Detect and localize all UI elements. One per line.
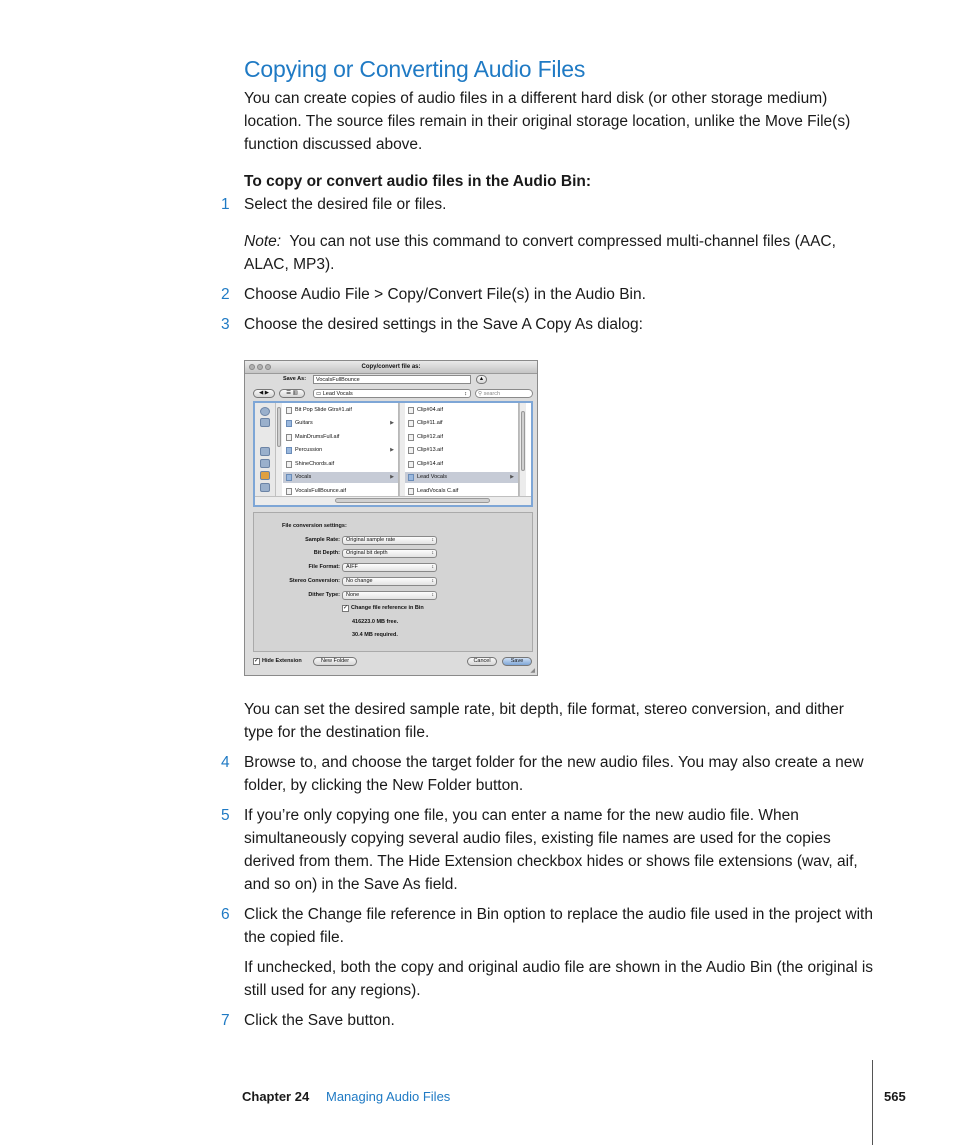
stereo-conversion-label: Stereo Conversion: <box>289 578 340 584</box>
after-dialog-paragraph: You can set the desired sample rate, bit depth, file format, stereo conversion, and dither type for the destination file. <box>244 701 844 741</box>
step-number: 7 <box>221 1012 230 1029</box>
note-paragraph <box>244 230 874 276</box>
popup-arrows-icon: ↕ <box>464 391 467 397</box>
step-text: Choose the desired settings in the Save A Copy As dialog: <box>244 316 643 333</box>
intro-paragraph: You can create copies of audio files in a different hard disk (or other storage medium) location. The source files remain in their original storage location, unlike the Move File(s) function discussed above. <box>244 90 851 153</box>
sample-rate-label: Sample Rate: <box>305 537 340 543</box>
search-placeholder: search <box>483 391 501 397</box>
page-title: Copying or Converting Audio Files <box>244 56 586 82</box>
list-item[interactable]: Clip#04.aif <box>405 405 518 416</box>
column-2-scrollbar[interactable] <box>519 403 526 499</box>
folder-icon: ▭ <box>316 391 322 397</box>
list-item[interactable]: Vocals ▶ <box>283 472 398 483</box>
list-item[interactable]: Clip#14.aif <box>405 459 518 470</box>
file-format-select[interactable]: AIFF ↕ <box>342 563 437 572</box>
step-text: Choose Audio File > Copy/Convert File(s) in the Audio Bin. <box>244 286 646 303</box>
disk-icon[interactable] <box>260 418 270 427</box>
horizontal-scrollbar[interactable] <box>255 496 531 505</box>
sample-rate-select[interactable]: Original sample rate ↕ <box>342 536 437 545</box>
location-label: Lead Vocals <box>322 391 353 397</box>
conversion-settings-panel <box>253 512 533 652</box>
back-forward-button[interactable]: ◀ ▶ <box>253 389 275 398</box>
stereo-conversion-select[interactable]: No change ↕ <box>342 577 437 586</box>
task-heading: To copy or convert audio files in the Audio Bin: <box>244 173 592 190</box>
step-text: Click the Save button. <box>244 1012 395 1029</box>
note-label: Note: <box>244 233 282 250</box>
file-browser <box>253 401 533 507</box>
change-reference-checkbox[interactable]: ✓ <box>343 605 349 611</box>
applications-icon[interactable] <box>260 471 270 480</box>
network-icon[interactable] <box>260 407 270 416</box>
step-5 <box>221 804 874 896</box>
step-2 <box>221 283 874 306</box>
settings-title: File conversion settings: <box>282 523 347 529</box>
list-item[interactable]: Clip#13.aif <box>405 445 518 456</box>
step-text: Click the Change file reference in Bin option to replace the audio file used in the project with the copied file. <box>244 906 873 946</box>
minimize-light-icon[interactable] <box>257 364 263 370</box>
list-item[interactable]: VocalsFullBounce.aif <box>283 486 398 497</box>
step-4 <box>221 751 874 797</box>
step-3 <box>221 313 874 336</box>
sidebar-scrollbar[interactable] <box>275 403 282 499</box>
save-button[interactable]: Save <box>502 657 532 666</box>
dither-type-select[interactable]: None ↕ <box>342 591 437 600</box>
expand-button[interactable]: ▲ <box>476 375 487 384</box>
home-icon[interactable] <box>260 459 270 468</box>
resize-grip-icon[interactable]: ◢ <box>530 668 535 674</box>
sidebar <box>255 403 276 499</box>
search-icon: ⚲ <box>478 391 483 397</box>
step-6 <box>221 903 874 949</box>
step-number: 2 <box>221 286 230 303</box>
zoom-light-icon[interactable] <box>265 364 271 370</box>
list-item[interactable]: LeadVocals C.aif <box>405 486 518 497</box>
list-item[interactable]: Clip#12.aif <box>405 432 518 443</box>
hide-extension-checkbox[interactable]: ✓ <box>254 658 260 664</box>
step-number: 1 <box>221 196 230 213</box>
footer-section: Managing Audio Files <box>326 1089 451 1104</box>
step-7 <box>221 1009 874 1032</box>
unchecked-paragraph: If unchecked, both the copy and original audio file are shown in the Audio Bin (the original is still used for any regions). <box>244 959 874 999</box>
note-text: You can not use this command to convert compressed multi-channel files (AAC, ALAC, MP3). <box>244 233 836 273</box>
save-as-field[interactable]: VocalsFullBounce <box>313 375 471 384</box>
dither-type-label: Dither Type: <box>308 592 340 598</box>
save-as-label: Save As: <box>283 376 307 382</box>
footer-divider <box>872 1060 873 1145</box>
browser-column-1 <box>283 403 399 499</box>
step-number: 5 <box>221 807 230 824</box>
bit-depth-select[interactable]: Original bit depth ↕ <box>342 549 437 558</box>
cancel-button[interactable]: Cancel <box>467 657 497 666</box>
search-field[interactable] <box>475 389 533 398</box>
save-copy-dialog <box>244 360 538 676</box>
step-text: If you’re only copying one file, you can enter a name for the new audio file. When simultaneously copying several audio files, existing file names are used for the copies derived from them. The Hide Extension checkbox hides or shows file extensions (wav, aif, and so on) in the Save As field. <box>244 807 858 893</box>
dialog-title-bar <box>245 361 537 374</box>
desktop-icon[interactable] <box>260 447 270 456</box>
close-light-icon[interactable] <box>249 364 255 370</box>
list-item[interactable]: Lead Vocals ▶ <box>405 472 518 483</box>
list-item[interactable]: ShineChords.aif <box>283 459 398 470</box>
bit-depth-label: Bit Depth: <box>313 550 340 556</box>
free-space-text: 416223.0 MB free. <box>352 619 399 625</box>
step-1 <box>221 193 874 216</box>
required-space-text: 30.4 MB required. <box>352 632 398 638</box>
dialog-title: Copy/convert file as: <box>361 364 421 370</box>
browser-column-2 <box>405 403 519 499</box>
page-number: 565 <box>884 1089 906 1104</box>
step-text: Browse to, and choose the target folder for the new audio files. You may also create a new folder, by clicking the New Folder button. <box>244 754 864 794</box>
step-number: 4 <box>221 754 230 771</box>
view-mode-button[interactable]: ☰ ▥ <box>279 389 305 398</box>
step-number: 6 <box>221 906 230 923</box>
hide-extension-label: Hide Extension <box>262 658 302 664</box>
step-text: Select the desired file or files. <box>244 196 447 213</box>
location-popup[interactable] <box>313 389 471 398</box>
list-item[interactable]: Clip#11.aif <box>405 418 518 429</box>
file-format-label: File Format: <box>308 564 340 570</box>
documents-icon[interactable] <box>260 483 270 492</box>
change-reference-label: Change file reference in Bin <box>351 605 424 611</box>
list-item[interactable]: Bit Pop Slide Gtrs#1.aif <box>283 405 398 416</box>
list-item[interactable]: Percussion ▶ <box>283 445 398 456</box>
list-item[interactable]: Guitars ▶ <box>283 418 398 429</box>
list-item[interactable]: MainDrumsFull.aif <box>283 432 398 443</box>
footer-chapter: Chapter 24 <box>242 1089 310 1104</box>
new-folder-button[interactable]: New Folder <box>313 657 357 666</box>
step-number: 3 <box>221 316 230 333</box>
